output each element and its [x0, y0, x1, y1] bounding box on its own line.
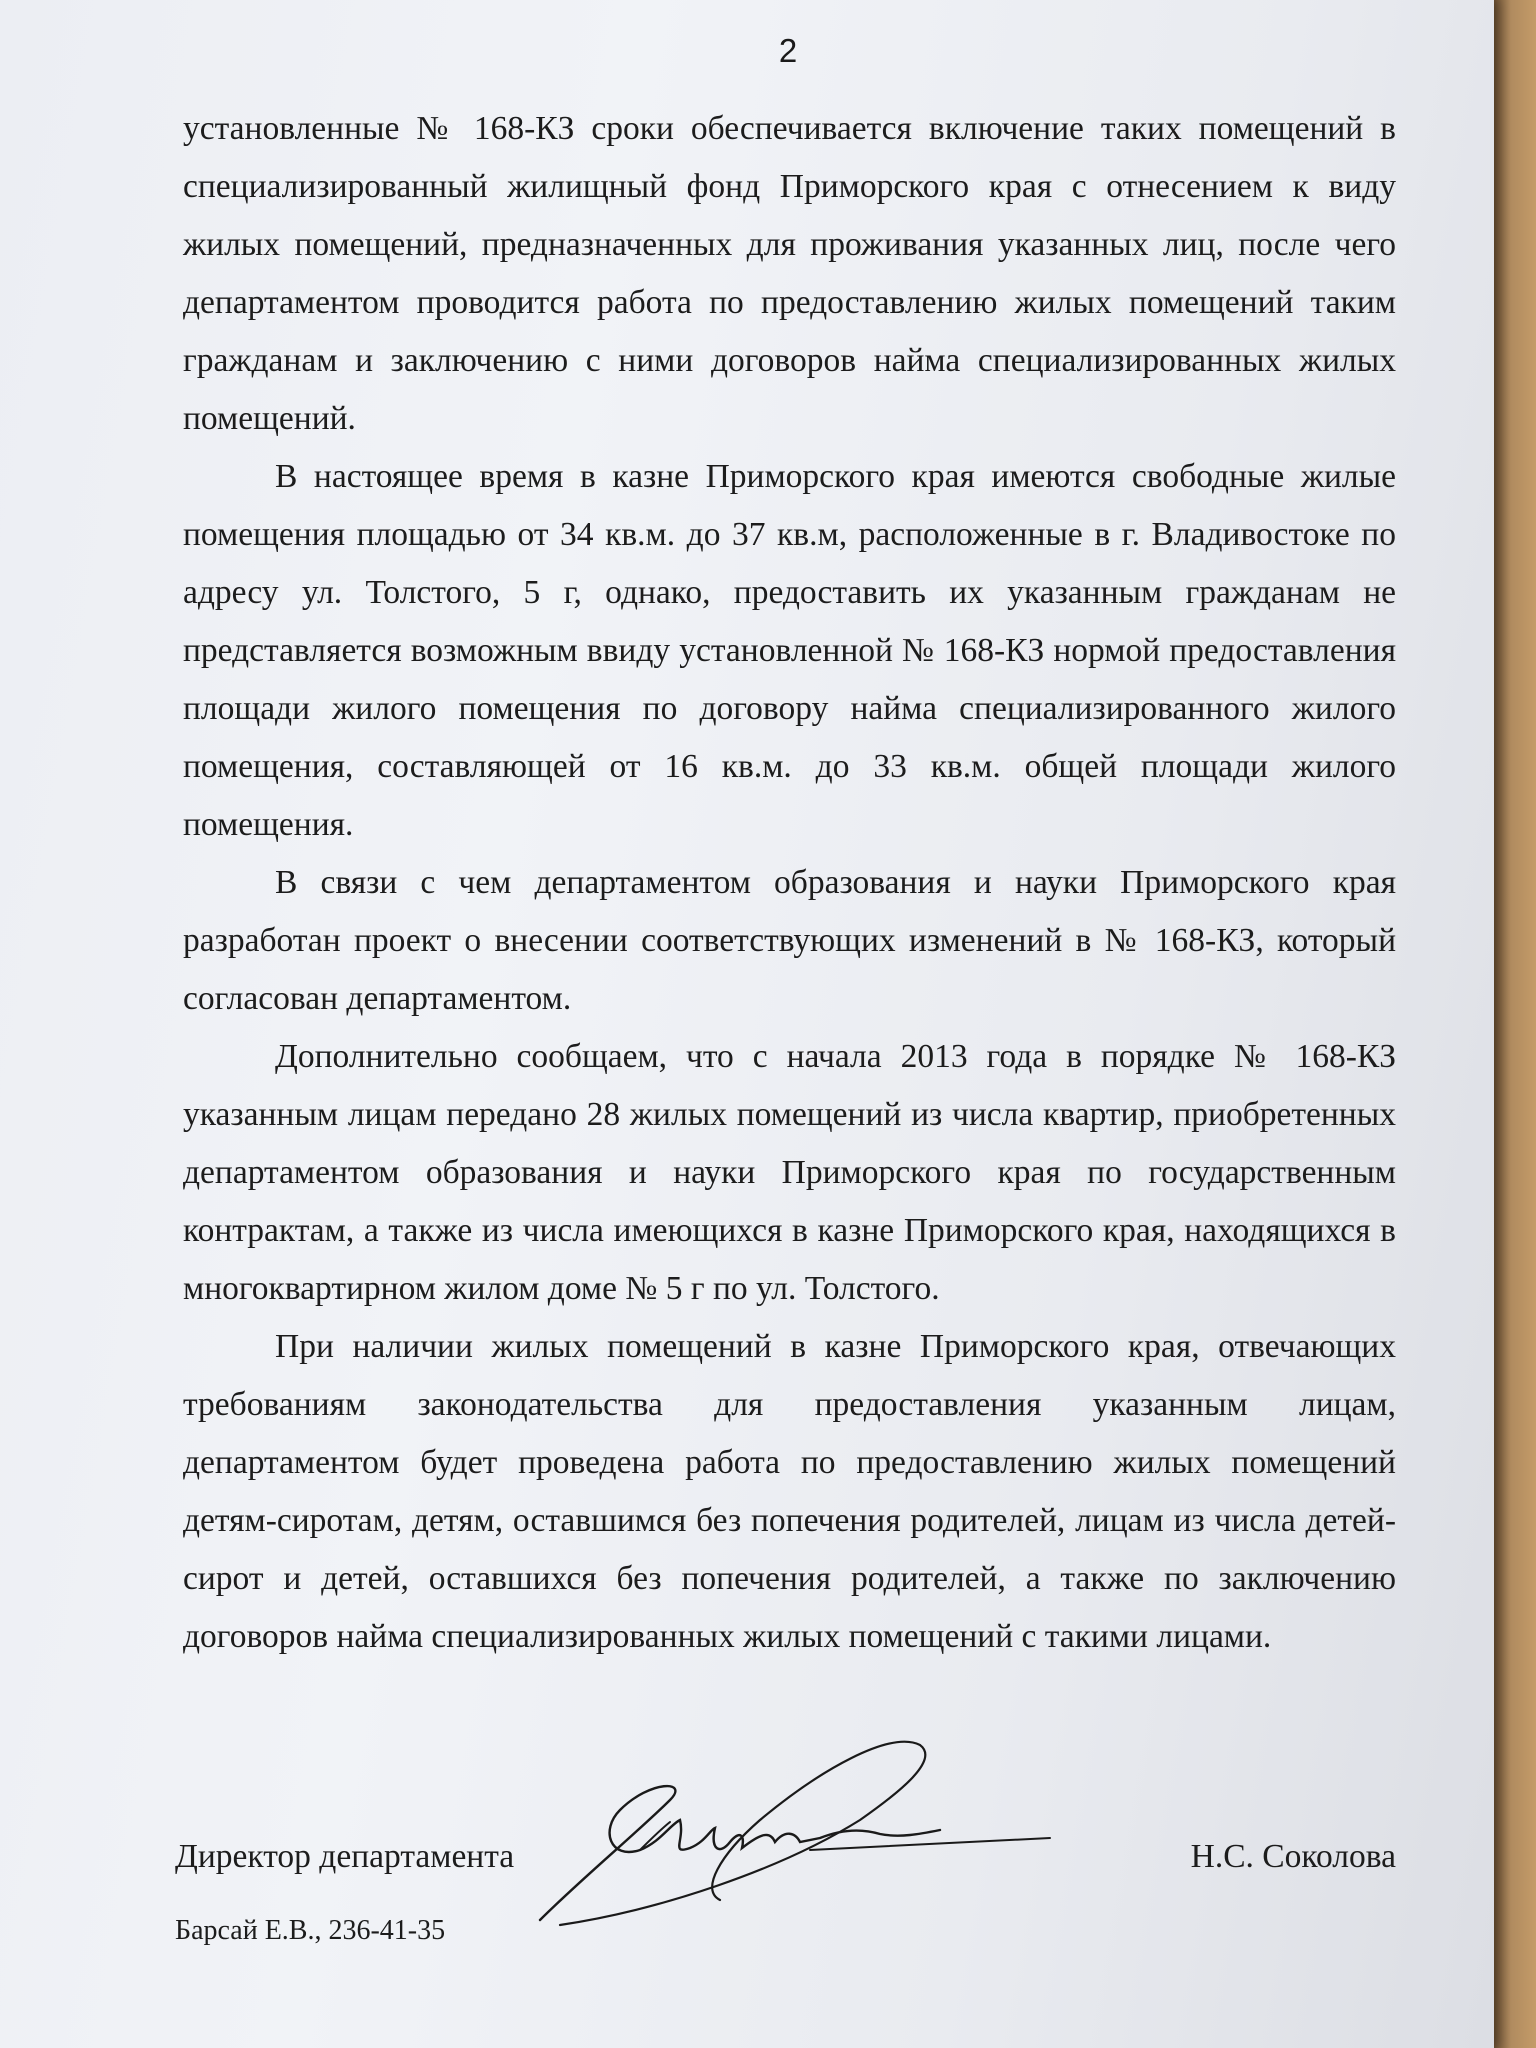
- paragraph-4: Дополнительно сообщаем, что с начала 2013 года в порядке № 168-КЗ указанным лицам передано 28 жилых помещений из числа квартир, приобретенных департаментом образования и науки Приморского края по государственным контрактам, а также из числа имеющихся в казне Приморского края, находящихся в многоквартирном жилом доме № 5 г по ул. Толстого.: [183, 1038, 1396, 1307]
- signatory-name: Н.С. Соколова: [1190, 1838, 1396, 1875]
- paragraph-1: установленные № 168-КЗ сроки обеспечивается включение таких помещений в специализированный жилищный фонд Приморского края с отнесением к виду жилых помещений, предназначенных для проживания указанных лиц, после чего департаментом проводится работа по предоставлению жилых помещений таким гражданам и заключению с ними договоров найма специализированных жилых помещений.: [183, 110, 1396, 437]
- paragraph-5: При наличии жилых помещений в казне Приморского края, отвечающих требованиям законодательства для предоставления указанным лицам, департаментом будет проведена работа по предоставлению жилых помещений детям-сиротам, детям, оставшимся без попечения родителей, лицам из числа детей-сирот и детей, оставшихся без попечения родителей, а также по заключению договоров найма специализированных жилых помещений с такими лицами.: [183, 1328, 1396, 1655]
- executor-contact: Барсай Е.В., 236-41-35: [175, 1915, 446, 1946]
- handwritten-signature: [520, 1730, 1080, 1940]
- paragraph-3: В связи с чем департаментом образования и науки Приморского края разработан проект о внесении соответствующих изменений в № 168-КЗ, который согласован департаментом.: [183, 864, 1396, 1017]
- signatory-title: Директор департамента: [175, 1838, 515, 1875]
- document-body: [183, 100, 1396, 1666]
- desk-background: [1494, 0, 1536, 2048]
- paragraph-2: В настоящее время в казне Приморского края имеются свободные жилые помещения площадью от 34 кв.м. до 37 кв.м, расположенные в г. Владивостоке по адресу ул. Толстого, 5 г, однако, предоставить их указанным гражданам не представляется возможным ввиду установленной № 168-КЗ нормой предоставления площади жилого помещения по договору найма специализированного жилого помещения, составляющей от 16 кв.м. до 33 кв.м. общей площади жилого помещения.: [183, 458, 1396, 843]
- page-number: 2: [778, 32, 798, 69]
